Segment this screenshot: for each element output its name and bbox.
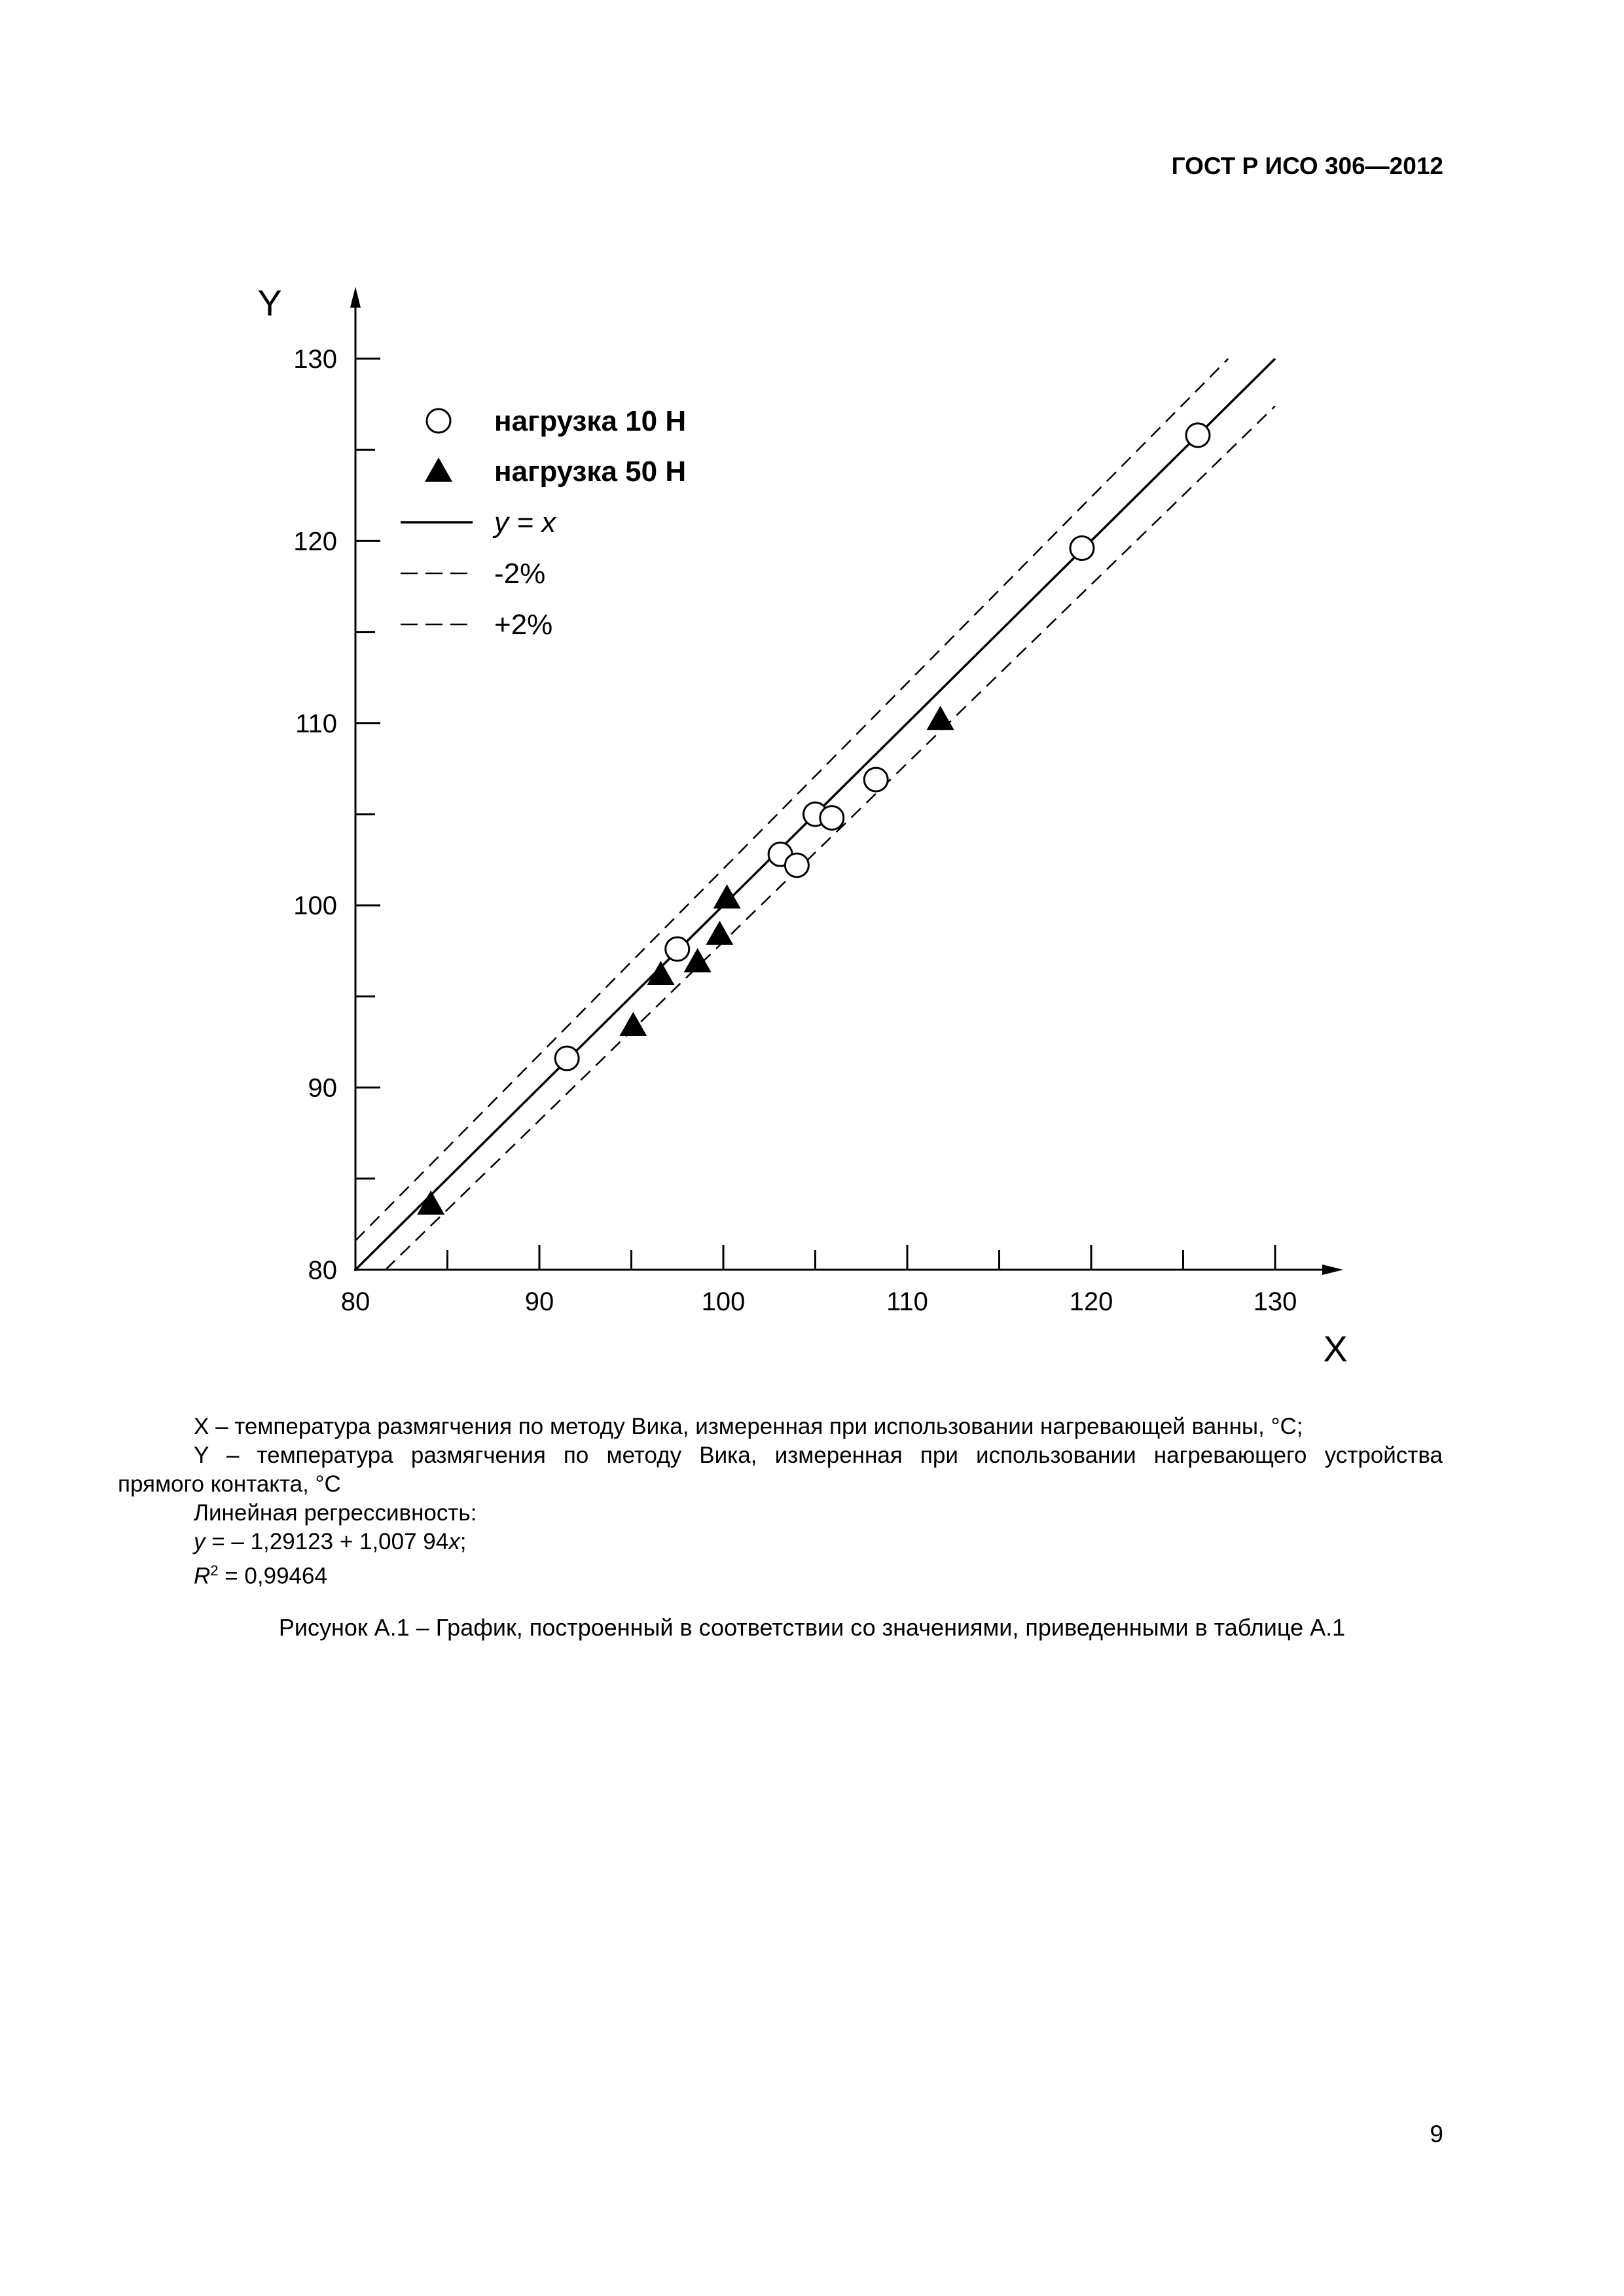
y-axis-arrow xyxy=(350,287,361,308)
y-description-line1: Y – температура размягчения по методу Вика, измеренная при использовании нагревающего устройства xyxy=(194,1443,1443,1468)
equation-x: x xyxy=(448,1529,460,1554)
figure-caption xyxy=(118,1412,1443,1591)
point-load-50 xyxy=(417,1191,444,1215)
y-description-line2: прямого контакта, °С xyxy=(118,1471,341,1497)
y-tick-label: 80 xyxy=(308,1256,337,1285)
y-tick-label: 90 xyxy=(308,1073,337,1103)
r2-letter: R xyxy=(194,1563,211,1589)
regression-label: Линейная регрессивность: xyxy=(194,1500,477,1526)
equation-y: y xyxy=(194,1529,206,1554)
line-plus-2pct xyxy=(355,359,1228,1240)
r2-value: = 0,99464 xyxy=(218,1563,327,1589)
legend-label: +2% xyxy=(494,609,553,641)
y-tick-label: 120 xyxy=(293,527,337,556)
point-load-50 xyxy=(706,921,733,945)
legend xyxy=(401,405,686,641)
legend-label: нагрузка 10 Н xyxy=(494,405,687,437)
regression-equation xyxy=(118,1528,1443,1556)
r-squared xyxy=(118,1556,1443,1591)
r2-exponent: 2 xyxy=(210,1562,219,1579)
point-load-10 xyxy=(1070,537,1094,560)
point-load-10 xyxy=(864,768,888,791)
legend-circle-symbol xyxy=(427,409,450,433)
point-load-10 xyxy=(555,1047,579,1070)
x-tick-label: 100 xyxy=(701,1287,746,1316)
y-tick-label: 130 xyxy=(293,345,337,374)
point-load-50 xyxy=(647,961,674,985)
x-tick-label: 130 xyxy=(1253,1287,1297,1316)
point-load-10 xyxy=(785,853,808,877)
point-load-10 xyxy=(1186,423,1210,447)
page-number: 9 xyxy=(1430,2121,1443,2147)
equation-body: = – 1,29123 + 1,007 94 xyxy=(205,1529,449,1554)
y-tick-label: 110 xyxy=(295,709,337,738)
point-load-50 xyxy=(713,884,741,908)
legend-triangle-symbol xyxy=(425,457,452,482)
x-description: X – температура размягчения по методу Вика, измеренная при использовании нагревающей ванны, °С; xyxy=(194,1414,1303,1439)
x-tick-label: 110 xyxy=(886,1287,928,1316)
equation-end: ; xyxy=(460,1529,467,1554)
x-tick-label: 80 xyxy=(340,1287,370,1316)
legend-label: y = x xyxy=(494,507,556,539)
x-tick-label: 90 xyxy=(524,1287,554,1316)
y-axis-label: Y xyxy=(257,282,282,323)
data-points xyxy=(417,423,1210,1215)
point-load-50 xyxy=(927,706,954,730)
point-load-10 xyxy=(666,937,689,961)
legend-label: нагрузка 50 Н xyxy=(494,456,687,488)
x-axis-arrow xyxy=(1322,1265,1343,1275)
figure-title: Рисунок А.1 – График, построенный в соответствии со значениями, приведенными в таблице А.1 xyxy=(278,1614,1346,1641)
point-load-50 xyxy=(619,1012,647,1036)
x-tick-label: 120 xyxy=(1069,1287,1113,1316)
x-axis-label: X xyxy=(1323,1328,1348,1369)
point-load-10 xyxy=(820,806,844,830)
legend-label: -2% xyxy=(494,558,546,590)
document-header: ГОСТ Р ИСО 306—2012 xyxy=(1171,152,1443,179)
y-tick-label: 100 xyxy=(293,891,337,921)
